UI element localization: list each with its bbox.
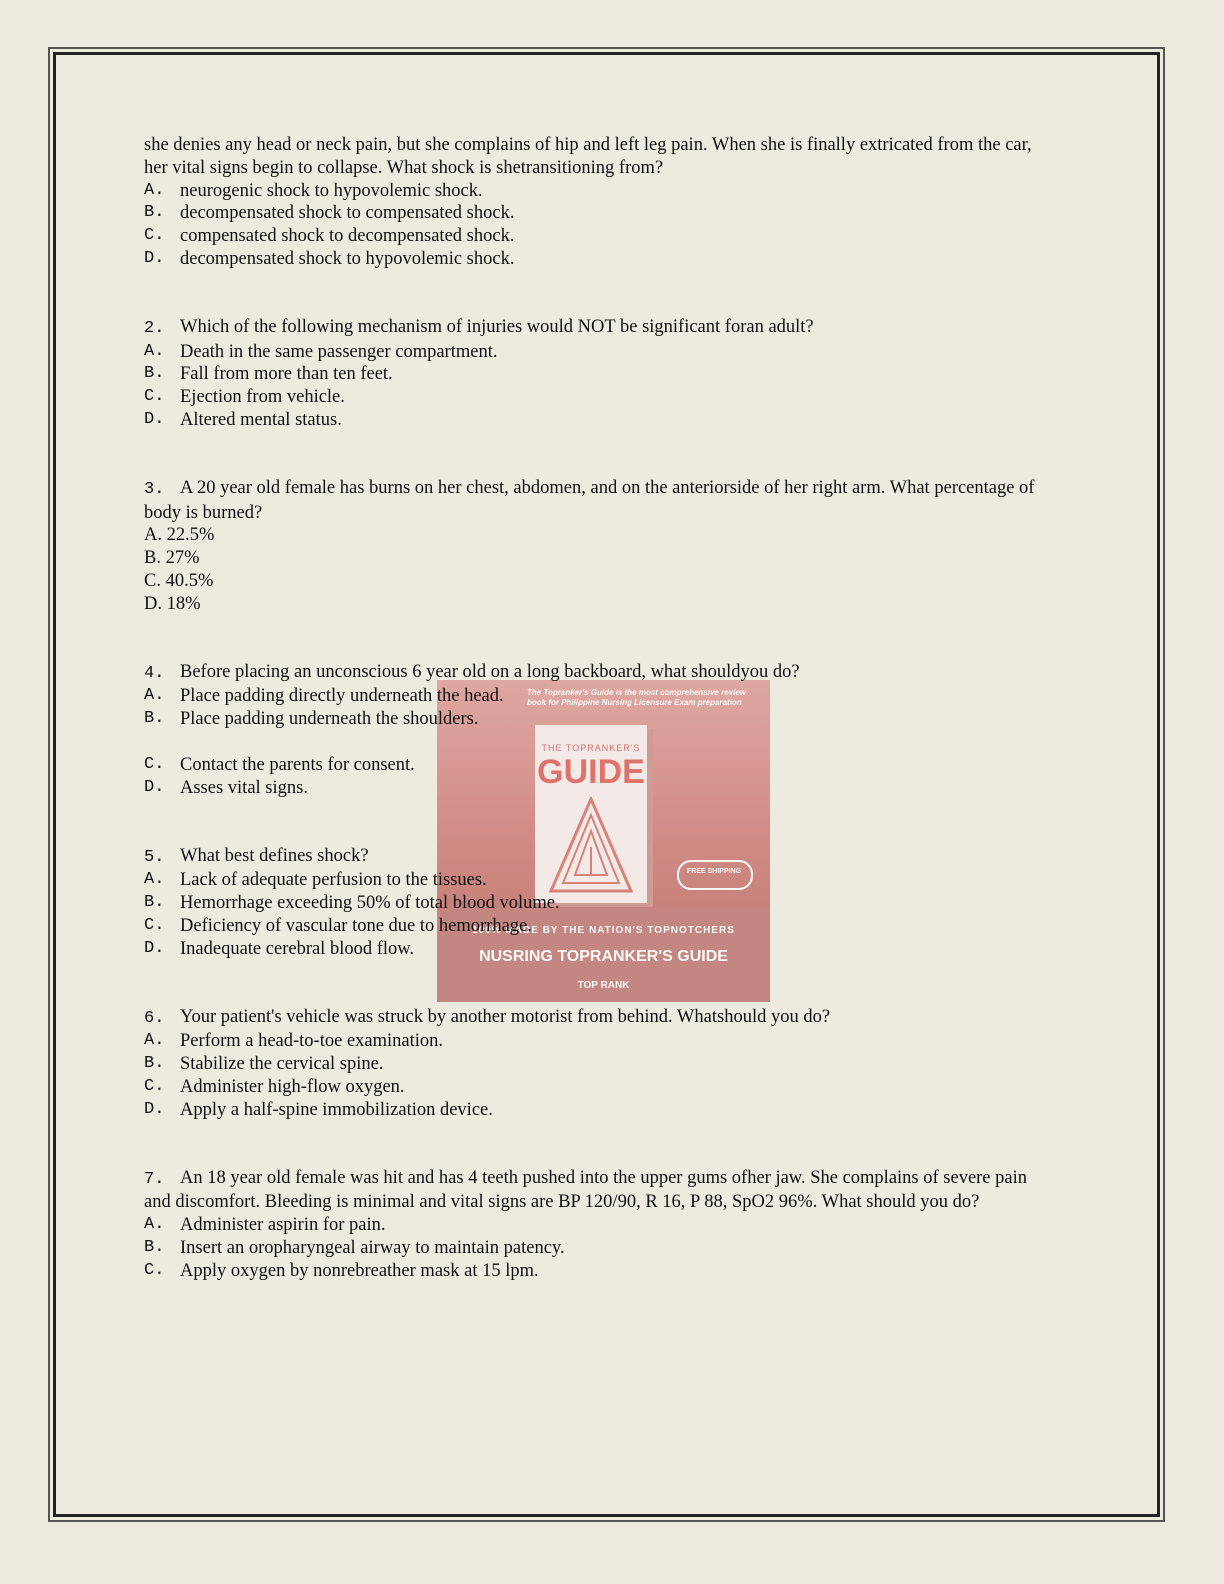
option-a: A. Perform a head-to-toe examination. <box>144 1031 444 1052</box>
option-c: C. Deficiency of vascular tone due to hemorrhage. <box>144 915 532 936</box>
option-b: B. Stabilize the cervical spine. <box>144 1054 384 1075</box>
option-a: A. Place padding directly underneath the head. <box>144 686 504 707</box>
question-3 <box>144 477 1054 616</box>
question-text: 3. A 20 year old female has burns on her chest, abdomen, and on the anteriorside of her right arm. What percentage of body is burned? <box>144 477 1035 523</box>
option-c: C. Apply oxygen by nonrebreather mask at 15 lpm. <box>144 1260 539 1281</box>
option-d: D. Inadequate cerebral blood flow. <box>144 938 415 959</box>
option-c: C. Administer high-flow oxygen. <box>144 1076 405 1097</box>
watermark-tagline: The Topranker's Guide is the most comprehensive review book for Philippine Nursing Licensure Exam preparation <box>527 688 747 707</box>
question-number: 2. <box>144 318 165 338</box>
option-d: D. 18% <box>144 593 201 614</box>
question-number: 6. <box>144 1008 165 1028</box>
option-a: A. Administer aspirin for pain. <box>144 1215 386 1236</box>
question-number: 4. <box>144 663 165 683</box>
question-4 <box>144 661 1054 800</box>
option-b: B. 27% <box>144 548 200 569</box>
option-b: B. Place padding underneath the shoulders. <box>144 709 479 730</box>
watermark-line-2: NUSRING TOPRANKER'S GUIDE <box>479 948 728 965</box>
question-text: 7. An 18 year old female was hit and has 4 teeth pushed into the upper gums ofher jaw. She complains of severe pain and discomfort. Bleeding is minimal and vital signs are BP 120/90, R 16, P 88, SpO2 96%. What should you do? <box>144 1167 1027 1213</box>
question-7 <box>144 1167 1054 1283</box>
option-c: C. 40.5% <box>144 570 214 591</box>
option-c: C. Ejection from vehicle. <box>144 387 345 408</box>
question-number: 7. <box>144 1169 165 1189</box>
question-number: 3. <box>144 479 165 499</box>
option-a: A. neurogenic shock to hypovolemic shock. <box>144 180 483 201</box>
question-text: 5. What best defines shock? <box>144 845 1054 870</box>
book-subtitle: THE TOPRANKER'S <box>541 743 641 753</box>
option-b: B. Insert an oropharyngeal airway to maintain patency. <box>144 1237 565 1258</box>
option-d: D. decompensated shock to hypovolemic shock. <box>144 248 515 269</box>
question-number: 5. <box>144 847 165 867</box>
watermark-logo-text: TOP RANK <box>577 980 630 991</box>
free-shipping-badge: FREE SHIPPING <box>677 860 753 890</box>
question-text: 6. Your patient's vehicle was struck by another motorist from behind. Whatshould you do? <box>144 1006 1054 1031</box>
option-a: A. 22.5% <box>144 525 215 546</box>
option-d: D. Apply a half-spine immobilization device. <box>144 1099 493 1120</box>
option-b: B. Hemorrhage exceeding 50% of total blood volume. <box>144 893 560 914</box>
option-c: C. Contact the parents for consent. <box>144 754 415 775</box>
question-1 <box>144 134 1054 271</box>
question-text: 2. Which of the following mechanism of injuries would NOT be significant foran adult? <box>144 316 1054 341</box>
option-c: C. compensated shock to decompensated shock. <box>144 226 515 247</box>
question-2 <box>144 316 1054 432</box>
option-a: A. Lack of adequate perfusion to the tissues. <box>144 870 487 891</box>
question-list <box>144 134 1054 1282</box>
option-d: D. Altered mental status. <box>144 409 342 430</box>
question-text: 4. Before placing an unconscious 6 year old on a long backboard, what shouldyou do? <box>144 661 1054 686</box>
question-text: she denies any head or neck pain, but she complains of hip and left leg pain. When she is finally extricated from the car, her vital signs begin to collapse. What shock is shetransitioning from? <box>144 135 1032 178</box>
book-title: GUIDE <box>537 753 645 791</box>
watermark-line-1: 100% MADE BY THE NATION'S TOPNOTCHERS <box>472 925 735 936</box>
option-d: D. Asses vital signs. <box>144 777 308 798</box>
option-b: B. decompensated shock to compensated shock. <box>144 203 515 224</box>
question-5 <box>144 845 1054 961</box>
option-a: A. Death in the same passenger compartment. <box>144 341 498 362</box>
option-b: B. Fall from more than ten feet. <box>144 364 393 385</box>
question-6 <box>144 1006 1054 1122</box>
